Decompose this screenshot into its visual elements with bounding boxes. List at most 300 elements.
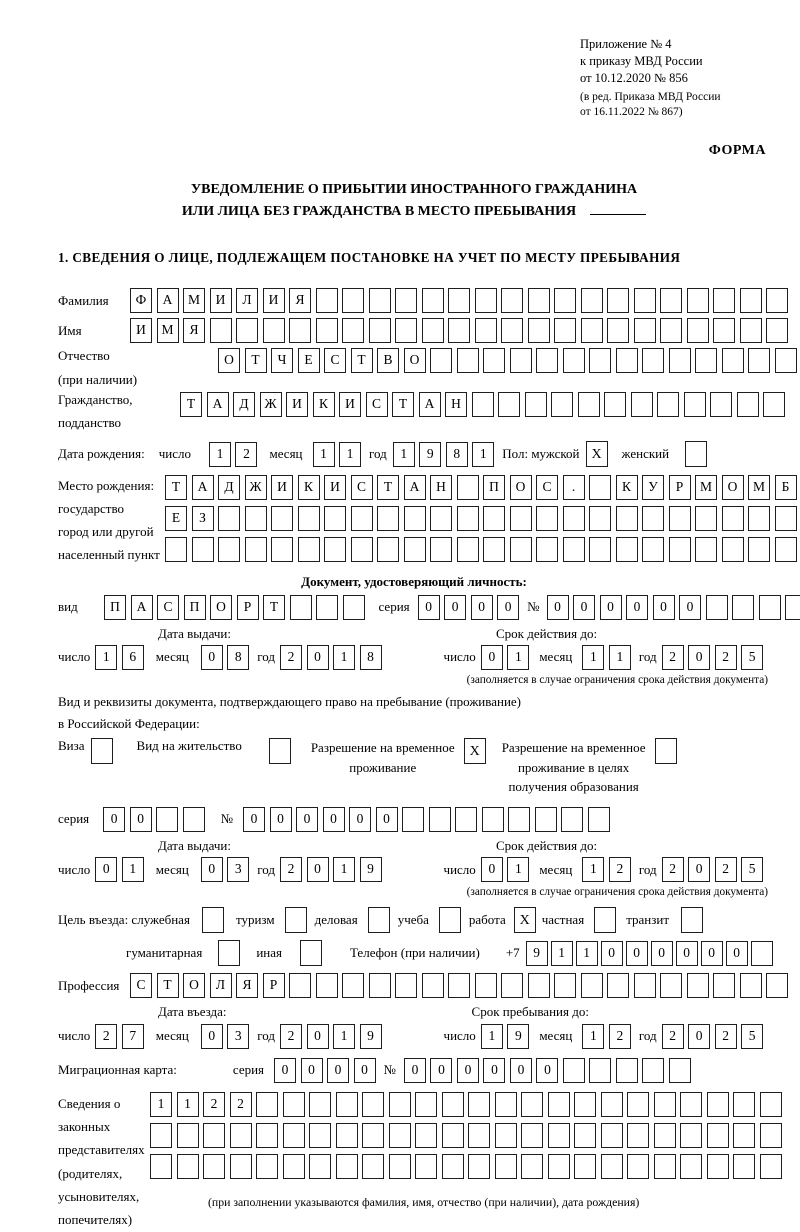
char-cell[interactable] [495,1123,517,1148]
char-cell[interactable] [766,318,788,343]
char-cell[interactable] [457,475,479,500]
char-cell[interactable]: 1 [122,857,144,882]
char-cell[interactable] [245,506,267,531]
char-cell[interactable] [563,348,585,373]
char-cell[interactable] [362,1154,384,1179]
char-cell[interactable] [468,1123,490,1148]
char-cell[interactable] [389,1092,411,1117]
char-cell[interactable] [430,537,452,562]
char-cell[interactable] [601,1154,623,1179]
char-cell[interactable]: 0 [547,595,569,620]
char-cell[interactable] [316,288,338,313]
char-cell[interactable]: 0 [726,941,748,966]
char-cell[interactable]: 0 [457,1058,479,1083]
char-cell[interactable] [680,1154,702,1179]
purpose-business-checkbox[interactable] [202,907,224,933]
char-cell[interactable]: 6 [122,645,144,670]
char-cell[interactable] [713,318,735,343]
char-cell[interactable]: 0 [626,595,648,620]
char-cell[interactable] [634,973,656,998]
char-cell[interactable]: А [131,595,153,620]
char-cell[interactable] [680,1092,702,1117]
char-cell[interactable]: А [207,392,229,417]
char-cell[interactable]: Е [298,348,320,373]
char-cell[interactable] [298,506,320,531]
char-cell[interactable]: И [210,288,232,313]
char-cell[interactable]: 2 [280,1024,302,1049]
char-cell[interactable] [415,1154,437,1179]
char-cell[interactable]: К [313,392,335,417]
char-cell[interactable] [422,973,444,998]
char-cell[interactable]: 9 [360,1024,382,1049]
char-cell[interactable] [554,318,576,343]
char-cell[interactable] [589,348,611,373]
char-cell[interactable]: 0 [688,857,710,882]
char-cell[interactable] [156,807,178,832]
char-cell[interactable] [483,348,505,373]
char-cell[interactable]: Т [157,973,179,998]
char-cell[interactable]: 0 [201,1024,223,1049]
char-cell[interactable] [369,288,391,313]
char-cell[interactable] [495,1092,517,1117]
char-cell[interactable]: С [366,392,388,417]
char-cell[interactable]: 9 [360,857,382,882]
char-cell[interactable]: 2 [715,645,737,670]
char-cell[interactable]: Л [210,973,232,998]
char-cell[interactable]: 5 [741,1024,763,1049]
char-cell[interactable] [574,1154,596,1179]
char-cell[interactable] [230,1154,252,1179]
char-cell[interactable]: М [695,475,717,500]
char-cell[interactable]: 0 [481,857,503,882]
char-cell[interactable]: 0 [444,595,466,620]
char-cell[interactable]: Я [183,318,205,343]
char-cell[interactable] [342,288,364,313]
char-cell[interactable]: Я [236,973,258,998]
char-cell[interactable]: 8 [446,442,468,467]
char-cell[interactable] [309,1092,331,1117]
char-cell[interactable]: 1 [582,857,604,882]
char-cell[interactable] [607,973,629,998]
char-cell[interactable] [713,973,735,998]
char-cell[interactable]: 9 [419,442,441,467]
char-cell[interactable]: 2 [280,645,302,670]
char-cell[interactable] [627,1154,649,1179]
char-cell[interactable] [660,318,682,343]
char-cell[interactable] [342,973,364,998]
char-cell[interactable]: С [130,973,152,998]
char-cell[interactable] [607,318,629,343]
char-cell[interactable] [554,973,576,998]
char-cell[interactable]: Е [165,506,187,531]
char-cell[interactable]: О [210,595,232,620]
char-cell[interactable]: А [419,392,441,417]
purpose-other-checkbox[interactable] [300,940,322,966]
char-cell[interactable]: 0 [626,941,648,966]
char-cell[interactable]: 0 [327,1058,349,1083]
char-cell[interactable] [150,1154,172,1179]
char-cell[interactable]: 0 [95,857,117,882]
char-cell[interactable]: 0 [404,1058,426,1083]
char-cell[interactable] [775,348,797,373]
char-cell[interactable] [289,318,311,343]
char-cell[interactable]: 1 [333,857,355,882]
char-cell[interactable]: 2 [609,1024,631,1049]
char-cell[interactable]: 0 [601,941,623,966]
char-cell[interactable] [669,348,691,373]
char-cell[interactable] [483,537,505,562]
char-cell[interactable] [369,318,391,343]
char-cell[interactable] [430,506,452,531]
char-cell[interactable] [415,1092,437,1117]
char-cell[interactable] [642,348,664,373]
char-cell[interactable]: 0 [688,645,710,670]
char-cell[interactable] [589,1058,611,1083]
char-cell[interactable] [760,1123,782,1148]
char-cell[interactable] [733,1154,755,1179]
purpose-transit-checkbox[interactable] [681,907,703,933]
char-cell[interactable] [501,318,523,343]
char-cell[interactable] [336,1123,358,1148]
char-cell[interactable]: 0 [307,857,329,882]
purpose-private-checkbox[interactable] [594,907,616,933]
char-cell[interactable] [482,807,504,832]
char-cell[interactable]: 5 [741,645,763,670]
char-cell[interactable]: С [324,348,346,373]
char-cell[interactable] [395,318,417,343]
char-cell[interactable] [316,595,338,620]
char-cell[interactable]: Т [180,392,202,417]
char-cell[interactable] [245,537,267,562]
char-cell[interactable]: Д [218,475,240,500]
char-cell[interactable]: 0 [676,941,698,966]
char-cell[interactable] [733,1092,755,1117]
char-cell[interactable]: 1 [576,941,598,966]
char-cell[interactable] [528,288,550,313]
char-cell[interactable]: С [157,595,179,620]
temp-residence-edu-checkbox[interactable] [655,738,677,764]
char-cell[interactable] [150,1123,172,1148]
char-cell[interactable]: 9 [507,1024,529,1049]
char-cell[interactable]: П [104,595,126,620]
char-cell[interactable] [510,506,532,531]
char-cell[interactable] [669,537,691,562]
char-cell[interactable]: О [218,348,240,373]
char-cell[interactable] [290,595,312,620]
char-cell[interactable]: 1 [472,442,494,467]
char-cell[interactable]: 0 [573,595,595,620]
char-cell[interactable] [165,537,187,562]
char-cell[interactable] [601,1092,623,1117]
char-cell[interactable] [448,318,470,343]
char-cell[interactable] [654,1154,676,1179]
char-cell[interactable]: О [510,475,532,500]
char-cell[interactable]: В [377,348,399,373]
char-cell[interactable] [669,506,691,531]
char-cell[interactable]: Ж [245,475,267,500]
char-cell[interactable]: 2 [203,1092,225,1117]
char-cell[interactable] [389,1154,411,1179]
char-cell[interactable] [669,1058,691,1083]
char-cell[interactable] [402,807,424,832]
char-cell[interactable] [316,973,338,998]
char-cell[interactable] [351,506,373,531]
char-cell[interactable]: Т [351,348,373,373]
char-cell[interactable]: Р [263,973,285,998]
char-cell[interactable] [563,537,585,562]
char-cell[interactable] [616,537,638,562]
char-cell[interactable]: 0 [201,857,223,882]
purpose-humanitarian-checkbox[interactable] [218,940,240,966]
char-cell[interactable] [687,973,709,998]
char-cell[interactable] [634,318,656,343]
char-cell[interactable] [548,1154,570,1179]
char-cell[interactable] [256,1092,278,1117]
char-cell[interactable]: 0 [651,941,673,966]
char-cell[interactable] [183,807,205,832]
char-cell[interactable]: 8 [227,645,249,670]
char-cell[interactable]: 1 [582,645,604,670]
char-cell[interactable] [495,1154,517,1179]
char-cell[interactable] [256,1154,278,1179]
char-cell[interactable] [760,1154,782,1179]
char-cell[interactable] [475,973,497,998]
char-cell[interactable]: Ж [260,392,282,417]
char-cell[interactable]: 1 [150,1092,172,1117]
char-cell[interactable] [203,1154,225,1179]
char-cell[interactable] [448,973,470,998]
char-cell[interactable]: 2 [662,1024,684,1049]
char-cell[interactable] [759,595,781,620]
char-cell[interactable] [687,318,709,343]
char-cell[interactable] [521,1123,543,1148]
char-cell[interactable] [740,318,762,343]
char-cell[interactable]: Б [775,475,797,500]
char-cell[interactable]: Ф [130,288,152,313]
char-cell[interactable]: 9 [526,941,548,966]
char-cell[interactable] [642,537,664,562]
char-cell[interactable] [475,318,497,343]
char-cell[interactable] [588,807,610,832]
char-cell[interactable] [687,288,709,313]
char-cell[interactable]: 0 [600,595,622,620]
char-cell[interactable] [616,1058,638,1083]
char-cell[interactable] [501,288,523,313]
char-cell[interactable] [395,288,417,313]
char-cell[interactable]: 1 [582,1024,604,1049]
char-cell[interactable] [660,288,682,313]
char-cell[interactable]: 2 [280,857,302,882]
char-cell[interactable] [581,318,603,343]
char-cell[interactable]: С [351,475,373,500]
char-cell[interactable]: . [563,475,585,500]
char-cell[interactable] [751,941,773,966]
char-cell[interactable] [733,1123,755,1148]
char-cell[interactable] [298,537,320,562]
char-cell[interactable]: 0 [307,645,329,670]
purpose-work-checkbox[interactable]: X [514,907,536,933]
char-cell[interactable]: И [271,475,293,500]
char-cell[interactable]: И [130,318,152,343]
char-cell[interactable]: А [404,475,426,500]
char-cell[interactable]: Т [165,475,187,500]
char-cell[interactable] [525,392,547,417]
char-cell[interactable] [563,1058,585,1083]
char-cell[interactable] [680,1123,702,1148]
char-cell[interactable] [604,392,626,417]
char-cell[interactable] [707,1123,729,1148]
char-cell[interactable] [536,537,558,562]
char-cell[interactable] [657,392,679,417]
char-cell[interactable] [551,392,573,417]
char-cell[interactable] [548,1092,570,1117]
char-cell[interactable]: К [616,475,638,500]
char-cell[interactable]: 1 [609,645,631,670]
char-cell[interactable]: 8 [360,645,382,670]
char-cell[interactable] [589,506,611,531]
char-cell[interactable] [336,1092,358,1117]
char-cell[interactable]: Р [669,475,691,500]
char-cell[interactable] [589,537,611,562]
char-cell[interactable] [457,506,479,531]
char-cell[interactable] [404,537,426,562]
char-cell[interactable] [707,1092,729,1117]
char-cell[interactable] [283,1092,305,1117]
char-cell[interactable] [535,807,557,832]
char-cell[interactable]: 2 [95,1024,117,1049]
char-cell[interactable]: 0 [418,595,440,620]
char-cell[interactable]: 0 [481,645,503,670]
char-cell[interactable]: П [184,595,206,620]
char-cell[interactable]: 0 [376,807,398,832]
char-cell[interactable] [271,506,293,531]
char-cell[interactable] [763,392,785,417]
char-cell[interactable] [634,288,656,313]
char-cell[interactable] [536,506,558,531]
char-cell[interactable]: А [157,288,179,313]
char-cell[interactable] [422,318,444,343]
char-cell[interactable] [710,392,732,417]
char-cell[interactable] [192,537,214,562]
char-cell[interactable]: 0 [688,1024,710,1049]
char-cell[interactable] [627,1092,649,1117]
char-cell[interactable] [589,475,611,500]
char-cell[interactable] [775,506,797,531]
char-cell[interactable]: 2 [715,857,737,882]
char-cell[interactable]: З [192,506,214,531]
char-cell[interactable] [713,288,735,313]
char-cell[interactable] [766,973,788,998]
char-cell[interactable] [581,973,603,998]
char-cell[interactable] [377,506,399,531]
char-cell[interactable]: 1 [333,645,355,670]
purpose-study-checkbox[interactable] [439,907,461,933]
char-cell[interactable] [536,348,558,373]
char-cell[interactable] [707,1154,729,1179]
char-cell[interactable] [510,537,532,562]
char-cell[interactable] [748,506,770,531]
char-cell[interactable] [457,537,479,562]
char-cell[interactable]: М [748,475,770,500]
char-cell[interactable]: 1 [209,442,231,467]
purpose-tourism-checkbox[interactable] [285,907,307,933]
char-cell[interactable]: 0 [201,645,223,670]
char-cell[interactable] [362,1092,384,1117]
char-cell[interactable]: 0 [653,595,675,620]
sex-male-checkbox[interactable]: X [586,441,608,467]
char-cell[interactable]: 0 [497,595,519,620]
char-cell[interactable]: 5 [741,857,763,882]
char-cell[interactable] [415,1123,437,1148]
char-cell[interactable] [429,807,451,832]
char-cell[interactable]: 1 [95,645,117,670]
char-cell[interactable] [581,288,603,313]
char-cell[interactable] [510,348,532,373]
char-cell[interactable] [521,1092,543,1117]
char-cell[interactable] [785,595,800,620]
char-cell[interactable] [230,1123,252,1148]
char-cell[interactable]: 2 [715,1024,737,1049]
char-cell[interactable]: 0 [323,807,345,832]
char-cell[interactable] [210,318,232,343]
char-cell[interactable]: А [192,475,214,500]
char-cell[interactable]: 0 [103,807,125,832]
char-cell[interactable] [660,973,682,998]
char-cell[interactable] [528,318,550,343]
char-cell[interactable] [616,348,638,373]
char-cell[interactable]: Ч [271,348,293,373]
char-cell[interactable] [309,1123,331,1148]
char-cell[interactable]: 1 [551,941,573,966]
char-cell[interactable]: Н [430,475,452,500]
char-cell[interactable]: Р [237,595,259,620]
sex-female-checkbox[interactable] [685,441,707,467]
char-cell[interactable] [722,348,744,373]
char-cell[interactable]: Т [263,595,285,620]
char-cell[interactable]: 0 [471,595,493,620]
char-cell[interactable] [627,1123,649,1148]
char-cell[interactable]: И [324,475,346,500]
char-cell[interactable]: 0 [270,807,292,832]
char-cell[interactable] [775,537,797,562]
char-cell[interactable] [448,288,470,313]
char-cell[interactable] [351,537,373,562]
char-cell[interactable] [203,1123,225,1148]
char-cell[interactable] [498,392,520,417]
char-cell[interactable] [468,1092,490,1117]
char-cell[interactable] [740,973,762,998]
char-cell[interactable]: У [642,475,664,500]
char-cell[interactable] [607,288,629,313]
char-cell[interactable] [483,506,505,531]
char-cell[interactable] [574,1123,596,1148]
char-cell[interactable] [642,1058,664,1083]
char-cell[interactable] [236,318,258,343]
char-cell[interactable]: 2 [662,857,684,882]
char-cell[interactable] [508,807,530,832]
char-cell[interactable]: 0 [274,1058,296,1083]
char-cell[interactable]: П [483,475,505,500]
char-cell[interactable] [760,1092,782,1117]
char-cell[interactable]: С [536,475,558,500]
char-cell[interactable] [218,506,240,531]
char-cell[interactable]: И [339,392,361,417]
char-cell[interactable] [766,288,788,313]
char-cell[interactable] [283,1154,305,1179]
char-cell[interactable] [737,392,759,417]
char-cell[interactable] [404,506,426,531]
char-cell[interactable] [316,318,338,343]
